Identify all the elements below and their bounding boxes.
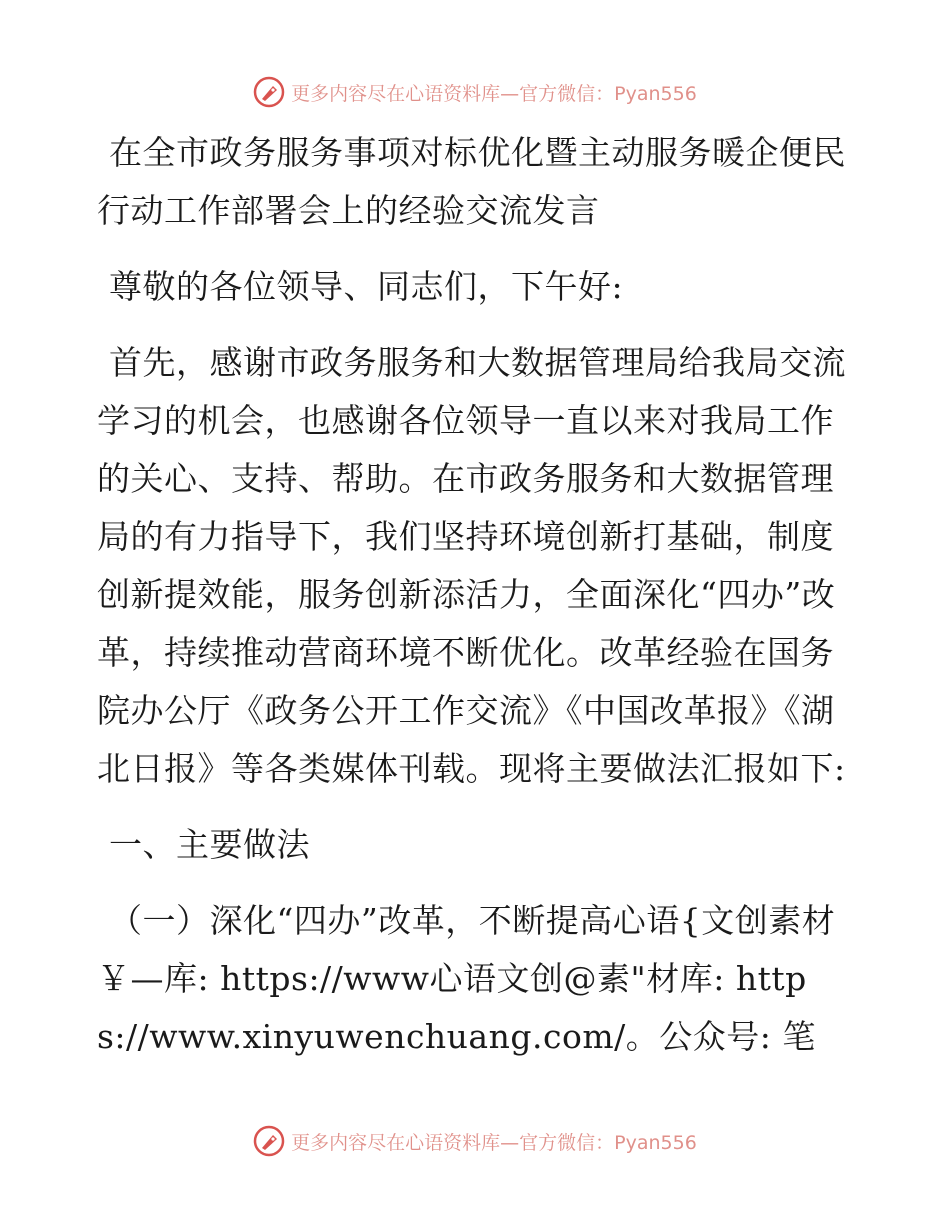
watermark-header [0,72,950,112]
document-title: 在全市政务服务事项对标优化暨主动服务暖企便民行动工作部署会上的经验交流发言 [97,133,846,230]
section-heading: 一、主要做法 [109,825,310,864]
document-body [97,124,857,1066]
greeting-paragraph: 尊敬的各位领导、同志们，下午好: [109,267,624,306]
watermark-text: 更多内容尽在心语资料库—官方微信：Pyan556 [291,1131,697,1154]
watermark-text: 更多内容尽在心语资料库—官方微信：Pyan556 [291,82,697,105]
pen-nib-logo-icon [253,1125,285,1157]
subsection-paragraph: （一）深化“四办”改革，不断提高心语{文创素材￥—库: https://www心语文创@素"材库: https://www.xinyuwenchuang.com/。公众号: 笔 [97,901,836,1056]
intro-paragraph: 首先，感谢市政务服务和大数据管理局给我局交流学习的机会，也感谢各位领导一直以来对我局工作的关心、支持、帮助。在市政务服务和大数据管理局的有力指导下，我们坚持环境创新打基础，制度创新提效能，服务创新添活力，全面深化“四办”改革，持续推动营商环境不断优化。改革经验在国务院办公厅《政务公开工作交流》《中国改革报》《湖北日报》等各类媒体刊载。现将主要做法汇报如下: [97,343,846,788]
watermark-footer [0,1121,950,1161]
pen-nib-logo-icon [253,76,285,108]
